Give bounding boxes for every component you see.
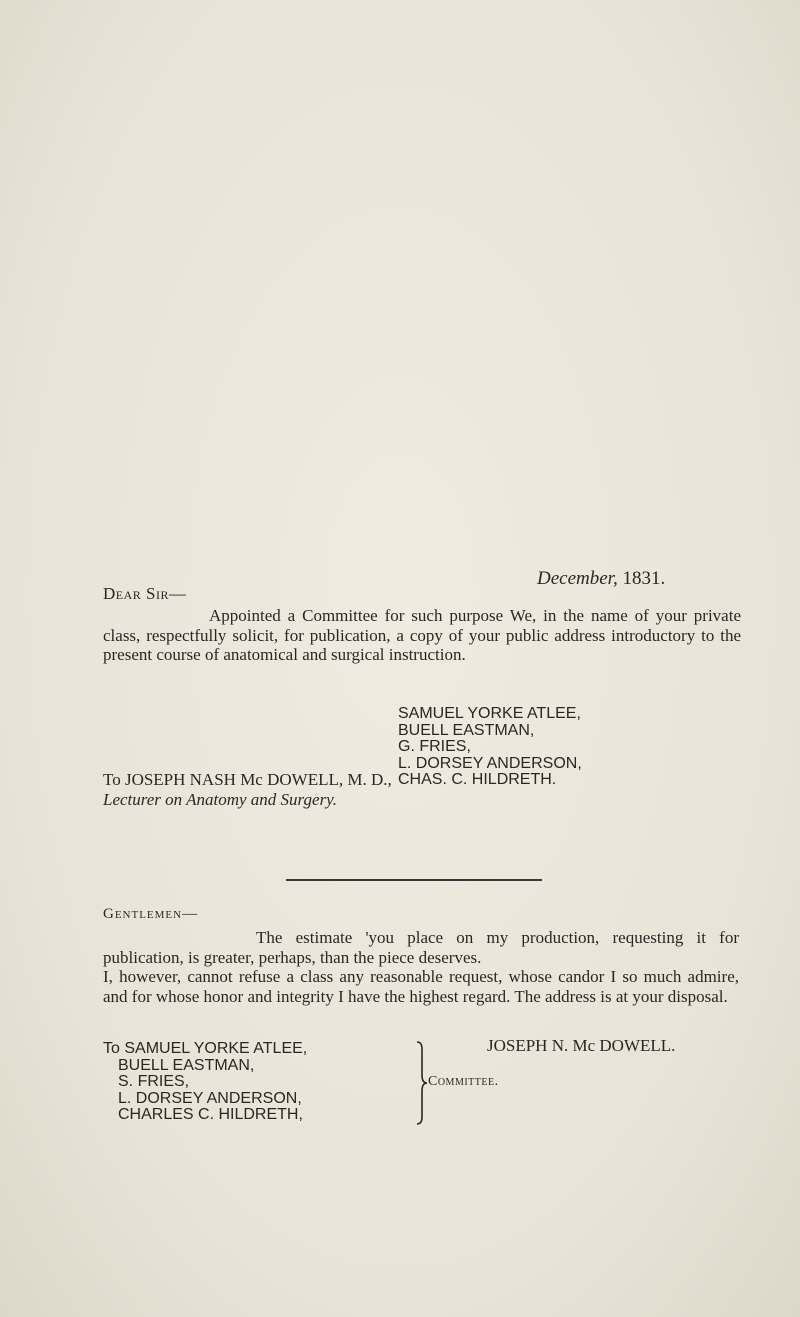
letter2-paragraph-second: I, however, cannot refuse a class any reasonable request, whose candor I so much admire, and for whose honor and integrity I have the highest regard. The address is at your disposal. <box>103 967 739 1006</box>
addressee-name: To JOSEPH NASH Mc DOWELL, M. D., <box>103 770 392 789</box>
date-year: 1831. <box>617 568 666 589</box>
recipient-name: BUELL EASTMAN, <box>118 1056 255 1074</box>
signer-name: G. FRIES, <box>398 738 471 755</box>
addressee-role: Lecturer on Anatomy and Surgery. <box>103 790 338 809</box>
letter1-body <box>103 606 741 665</box>
recipient-name: L. DORSEY ANDERSON, <box>118 1089 302 1107</box>
letter1-salutation: Dear Sir— <box>103 584 187 603</box>
section-divider <box>286 879 542 881</box>
signer-name: BUELL EASTMAN, <box>398 721 535 739</box>
signer-name: L. DORSEY ANDERSON, <box>398 754 582 772</box>
letter2-salutation: Gentlemen— <box>103 906 199 922</box>
recipient-name: To SAMUEL YORKE ATLEE, <box>103 1040 308 1057</box>
letter1-paragraph: Appointed a Committee for such purpose We, in the name of your private class, respectfully solicit, for publication, a copy of your public address introductory to the present course of anatomical and surgical instruction. <box>103 606 741 664</box>
letter2-paragraph-first: The estimate 'you place on my production, requesting it for publication, is greater, perhaps, than the piece deserves. <box>103 928 739 967</box>
committee-label: Committee. <box>428 1074 499 1089</box>
letter2-body <box>103 928 739 1006</box>
letter1-signers <box>398 706 582 789</box>
recipient-name: CHARLES C. HILDRETH, <box>118 1106 303 1123</box>
letter2-signature: JOSEPH N. Mc DOWELL. <box>487 1036 676 1055</box>
letter1-addressee <box>103 770 392 810</box>
signer-name: SAMUEL YORKE ATLEE, <box>398 705 581 722</box>
signer-name: CHAS. C. HILDRETH. <box>398 771 557 788</box>
recipient-name: S. FRIES, <box>118 1073 190 1090</box>
date-month: December, <box>537 568 618 589</box>
committee-brace-icon <box>416 1041 428 1125</box>
letter-date <box>537 568 665 590</box>
committee-recipients <box>103 1041 307 1124</box>
